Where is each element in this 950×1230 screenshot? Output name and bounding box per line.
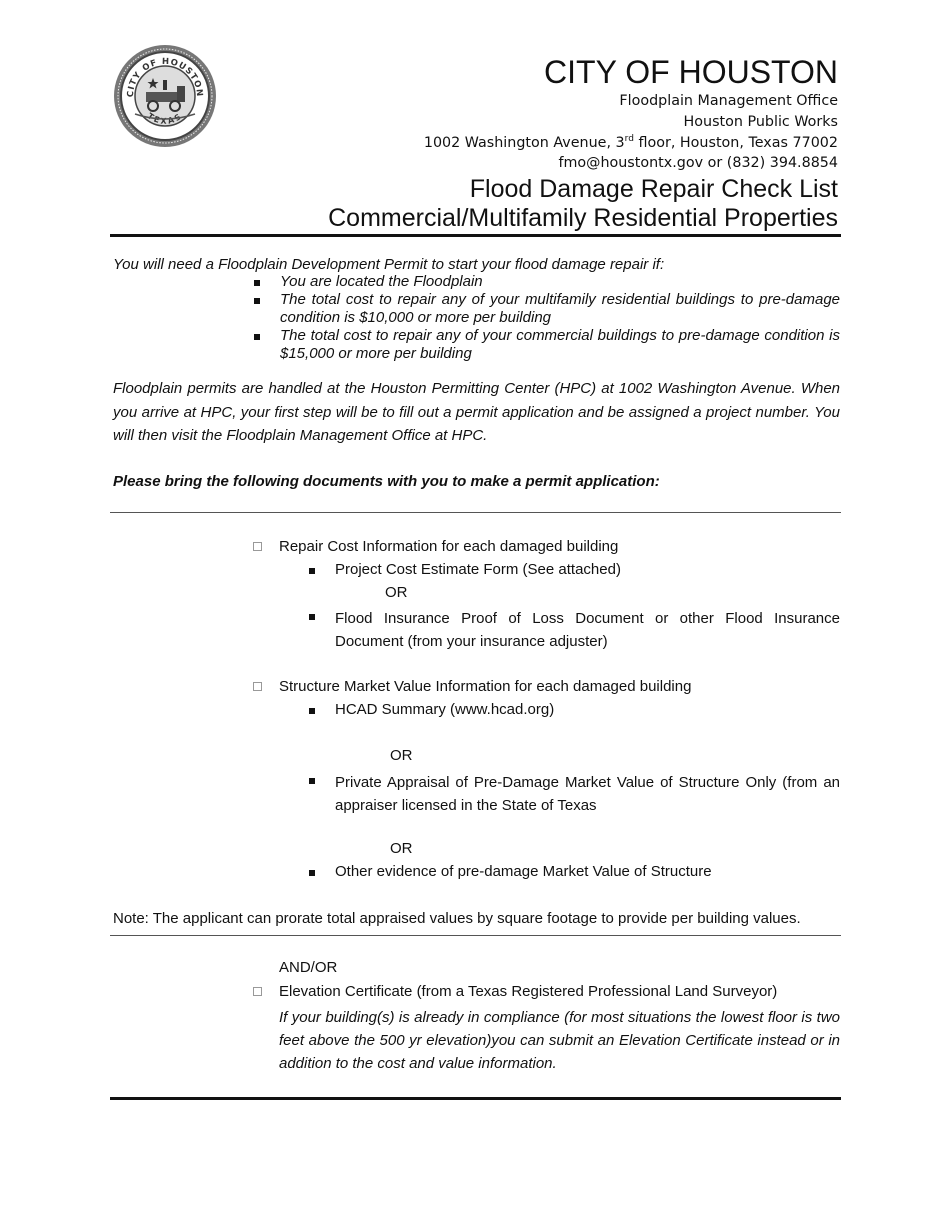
section-divider [110, 512, 841, 513]
bullet-icon [309, 708, 315, 714]
bullet-icon [254, 298, 260, 304]
bullet-icon [309, 614, 315, 620]
elevation-certificate-detail: If your building(s) is already in compliance (for most situations the lowest floor is two feet above the 500 yr elevation)you can submit an Elevation Certificate instead or in addition to the cost and value information. [279, 1009, 840, 1072]
svg-text:CITY OF HOUSTON: CITY OF HOUSTON [125, 56, 205, 98]
condition-multifamily: The total cost to repair any of your multifamily residential buildings to pre-damage condition is $10,000 or more per building [280, 291, 840, 326]
office-contact: fmo@houstontx.gov or (832) 394.8854 [558, 155, 838, 171]
footer-divider [110, 1097, 841, 1100]
elevation-certificate-checkbox[interactable] [253, 987, 262, 996]
office-address: 1002 Washington Avenue, 3rd floor, Houston, Texas 77002 [423, 134, 838, 151]
bullet-icon [254, 334, 260, 340]
proof-of-loss-option: Flood Insurance Proof of Loss Document or other Flood Insurance Document (from your insurance adjuster) [335, 610, 840, 650]
market-value-label: Structure Market Value Information for each damaged building [279, 678, 692, 695]
department-name: Houston Public Works [683, 114, 838, 130]
condition-commercial: The total cost to repair any of your commercial buildings to pre-damage condition is $15,000 or more per building [280, 327, 840, 362]
document-subtitle: Commercial/Multifamily Residential Properties [328, 204, 838, 232]
bring-documents-heading: Please bring the following documents with you to make a permit application: [113, 473, 660, 490]
bullet-icon [309, 778, 315, 784]
repair-cost-label: Repair Cost Information for each damaged building [279, 538, 619, 555]
bullet-icon [254, 280, 260, 286]
prorate-note: Note: The applicant can prorate total appraised values by square footage to provide per building values. [113, 910, 801, 927]
svg-text:TEXAS: TEXAS [145, 111, 185, 126]
market-value-checkbox[interactable] [253, 682, 262, 691]
office-name: Floodplain Management Office [619, 93, 838, 109]
city-title: CITY OF HOUSTON [544, 54, 838, 90]
bullet-icon [309, 568, 315, 574]
project-cost-estimate-option: Project Cost Estimate Form (See attached) [335, 561, 621, 578]
elevation-certificate-label: Elevation Certificate (from a Texas Registered Professional Land Surveyor) [279, 983, 778, 1000]
private-appraisal-option: Private Appraisal of Pre-Damage Market Value of Structure Only (from an appraiser licensed in the State of Texas [335, 774, 840, 814]
repair-cost-checkbox[interactable] [253, 542, 262, 551]
intro-lead: You will need a Floodplain Development Permit to start your flood damage repair if: [113, 256, 665, 273]
or-separator: OR [390, 840, 413, 857]
bullet-icon [309, 870, 315, 876]
city-seal-logo [113, 44, 217, 148]
condition-floodplain: You are located the Floodplain [280, 273, 483, 290]
or-separator: OR [385, 584, 408, 601]
header-divider [110, 234, 841, 237]
document-title: Flood Damage Repair Check List [469, 175, 838, 203]
hpc-paragraph: Floodplain permits are handled at the Houston Permitting Center (HPC) at 1002 Washington Avenue. When you arrive at HPC, your first step will be to fill out a permit application and be assigned a project number. You will then visit the Floodplain Management Office at HPC. [113, 380, 840, 444]
hcad-summary-option: HCAD Summary (www.hcad.org) [335, 701, 555, 718]
and-or-label: AND/OR [279, 959, 338, 976]
other-evidence-option: Other evidence of pre-damage Market Value of Structure [335, 863, 712, 880]
or-separator: OR [390, 747, 413, 764]
note-divider [110, 935, 841, 936]
